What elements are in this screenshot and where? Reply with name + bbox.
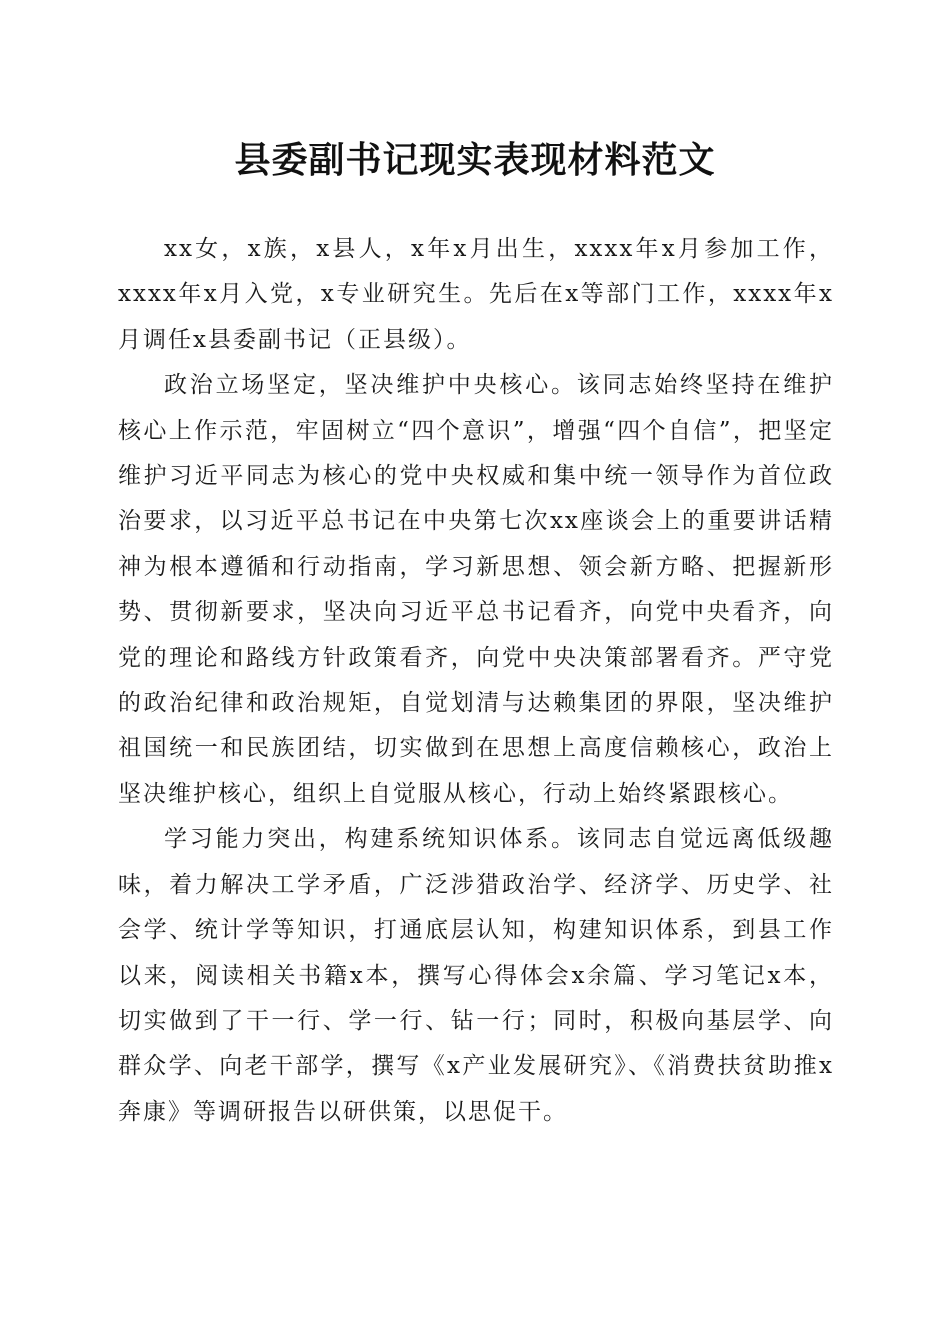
document-title: 县委副书记现实表现材料范文 [234, 139, 716, 181]
paragraph-political-stance: 政治立场坚定，坚决维护中央核心。该同志始终坚持在维护核心上作示范，牢固树立“四个意识”，增强“四个自信”，把坚定维护习近平同志为核心的党中央权威和集中统一领导作为首位政治要求，以习近平总书记在中央第七次xx座谈会上的重要讲话精神为根本遵循和行动指南，学习新思想、领会新方略、把握新形势、贯彻新要求，坚决向习近平总书记看齐，向党中央看齐，向党的理论和路线方针政策看齐，向党中央决策部署看齐。严守党的政治纪律和政治规矩，自觉划清与达赖集团的界限，坚决维护祖国统一和民族团结，切实做到在思想上高度信赖核心，政治上坚决维护核心，组织上自觉服从核心，行动上始终紧跟核心。 [118, 372, 834, 807]
paragraph-learning-ability: 学习能力突出，构建系统知识体系。该同志自觉远离低级趣味，着力解决工学矛盾，广泛涉猎政治学、经济学、历史学、社会学、统计学等知识，打通底层认知，构建知识体系，到县工作以来，阅读相关书籍x本，撰写心得体会x余篇、学习笔记x本，切实做到了干一行、学一行、钻一行；同时，积极向基层学、向群众学、向老干部学，撰写《x产业发展研究》、《消费扶贫助推x奔康》等调研报告以研供策，以思促干。 [118, 826, 834, 1125]
document-body [118, 227, 834, 1135]
paragraph-profile: xx女，x族，x县人，x年x月出生，xxxx年x月参加工作，xxxx年x月入党，x专业研究生。先后在x等部门工作，xxxx年x月调任x县委副书记（正县级）。 [118, 236, 834, 353]
